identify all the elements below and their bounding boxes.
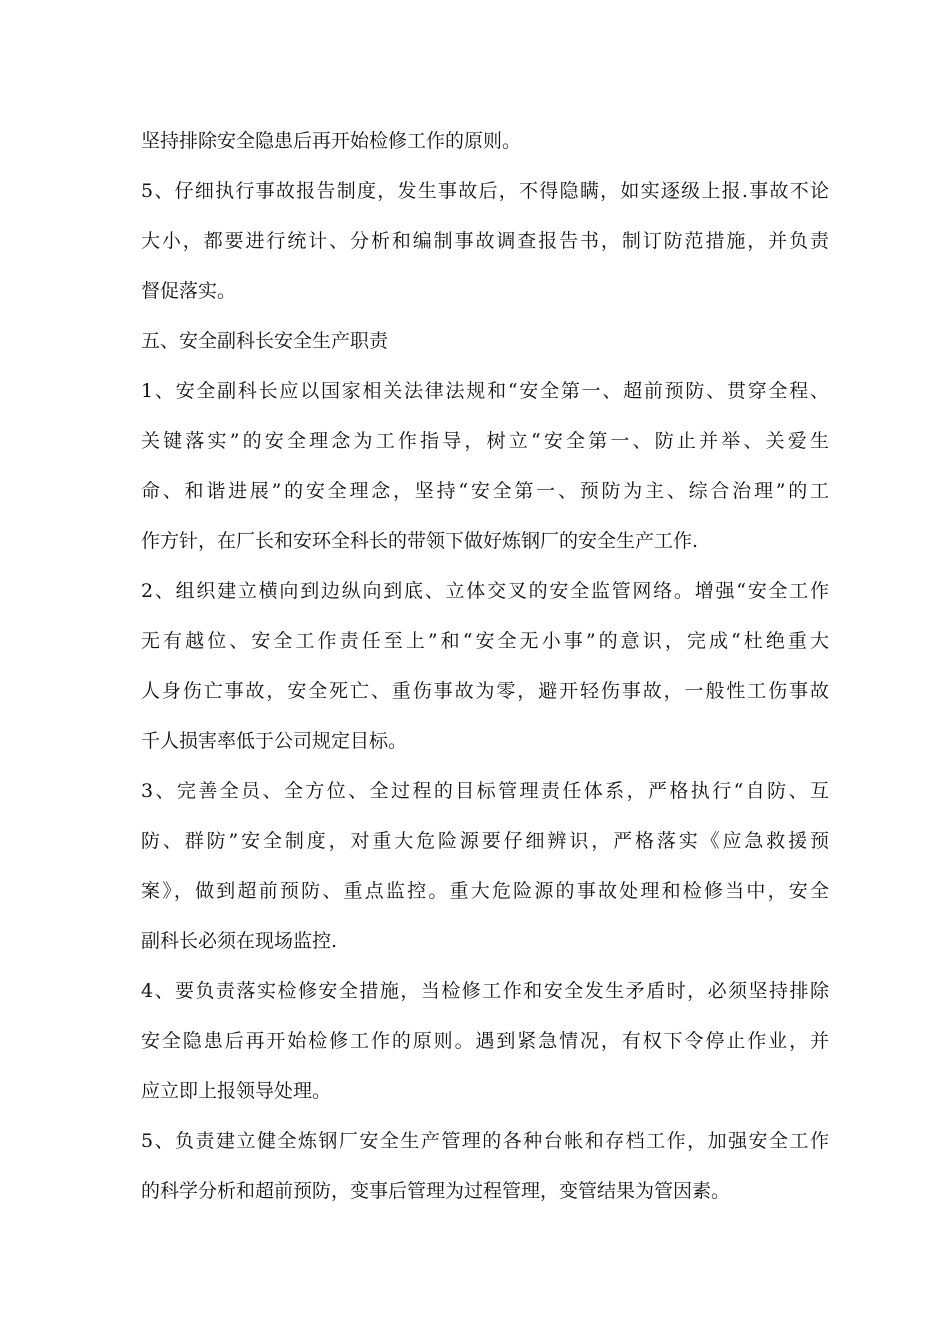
text-line: 督促落实。 [141,280,237,302]
text-line: 千人损害率低于公司规定目标。 [141,730,408,752]
text-line: 案》，做到超前预防、重点监控。重大危险源的事故处理和检修当中，安全 [141,880,829,902]
text-line: 防、群防”安全制度，对重大危险源要仔细辨识，严格落实《应急救援预 [141,830,829,852]
text-line: 作方针，在厂长和安环全科长的带领下做好炼钢厂的安全生产工作. [141,530,699,552]
text-line: 坚持排除安全隐患后再开始检修工作的原则。 [141,130,522,152]
text-line: 1、安全副科长应以国家相关法律法规和“安全第一、超前预防、贯穿全程、 [141,380,829,402]
text-line: 3、完善全员、全方位、全过程的目标管理责任体系，严格执行“自防、互 [141,780,829,802]
text-line: 关键落实”的安全理念为工作指导，树立“安全第一、防止并举、关爱生 [141,430,829,452]
text-line: 副科长必须在现场监控. [141,930,338,952]
text-line: 命、和谐进展”的安全理念，坚持“安全第一、预防为主、综合治理”的工 [141,480,829,502]
text-line: 应立即上报领导处理。 [141,1080,332,1102]
text-line: 人身伤亡事故，安全死亡、重伤事故为零，避开轻伤事故，一般性工伤事故 [141,680,829,702]
document-body [141,116,829,1216]
text-line: 5、仔细执行事故报告制度，发生事故后，不得隐瞒，如实逐级上报.事故不论 [141,180,829,202]
text-line: 五、安全副科长安全生产职责 [141,330,389,352]
text-line: 安全隐患后再开始检修工作的原则。遇到紧急情况，有权下令停止作业，并 [141,1030,829,1052]
text-line: 4、要负责落实检修安全措施，当检修工作和安全发生矛盾时，必须坚持排除 [141,980,829,1002]
text-line: 2、组织建立横向到边纵向到底、立体交叉的安全监管网络。增强“安全工作 [141,580,829,602]
text-line: 大小，都要进行统计、分析和编制事故调查报告书，制订防范措施，并负责 [141,230,829,252]
text-line: 5、负责建立健全炼钢厂安全生产管理的各种台帐和存档工作，加强安全工作 [141,1130,829,1152]
text-line: 的科学分析和超前预防，变事后管理为过程管理，变管结果为管因素。 [141,1180,731,1202]
text-line: 无有越位、安全工作责任至上”和“安全无小事”的意识，完成“杜绝重大 [141,630,829,652]
